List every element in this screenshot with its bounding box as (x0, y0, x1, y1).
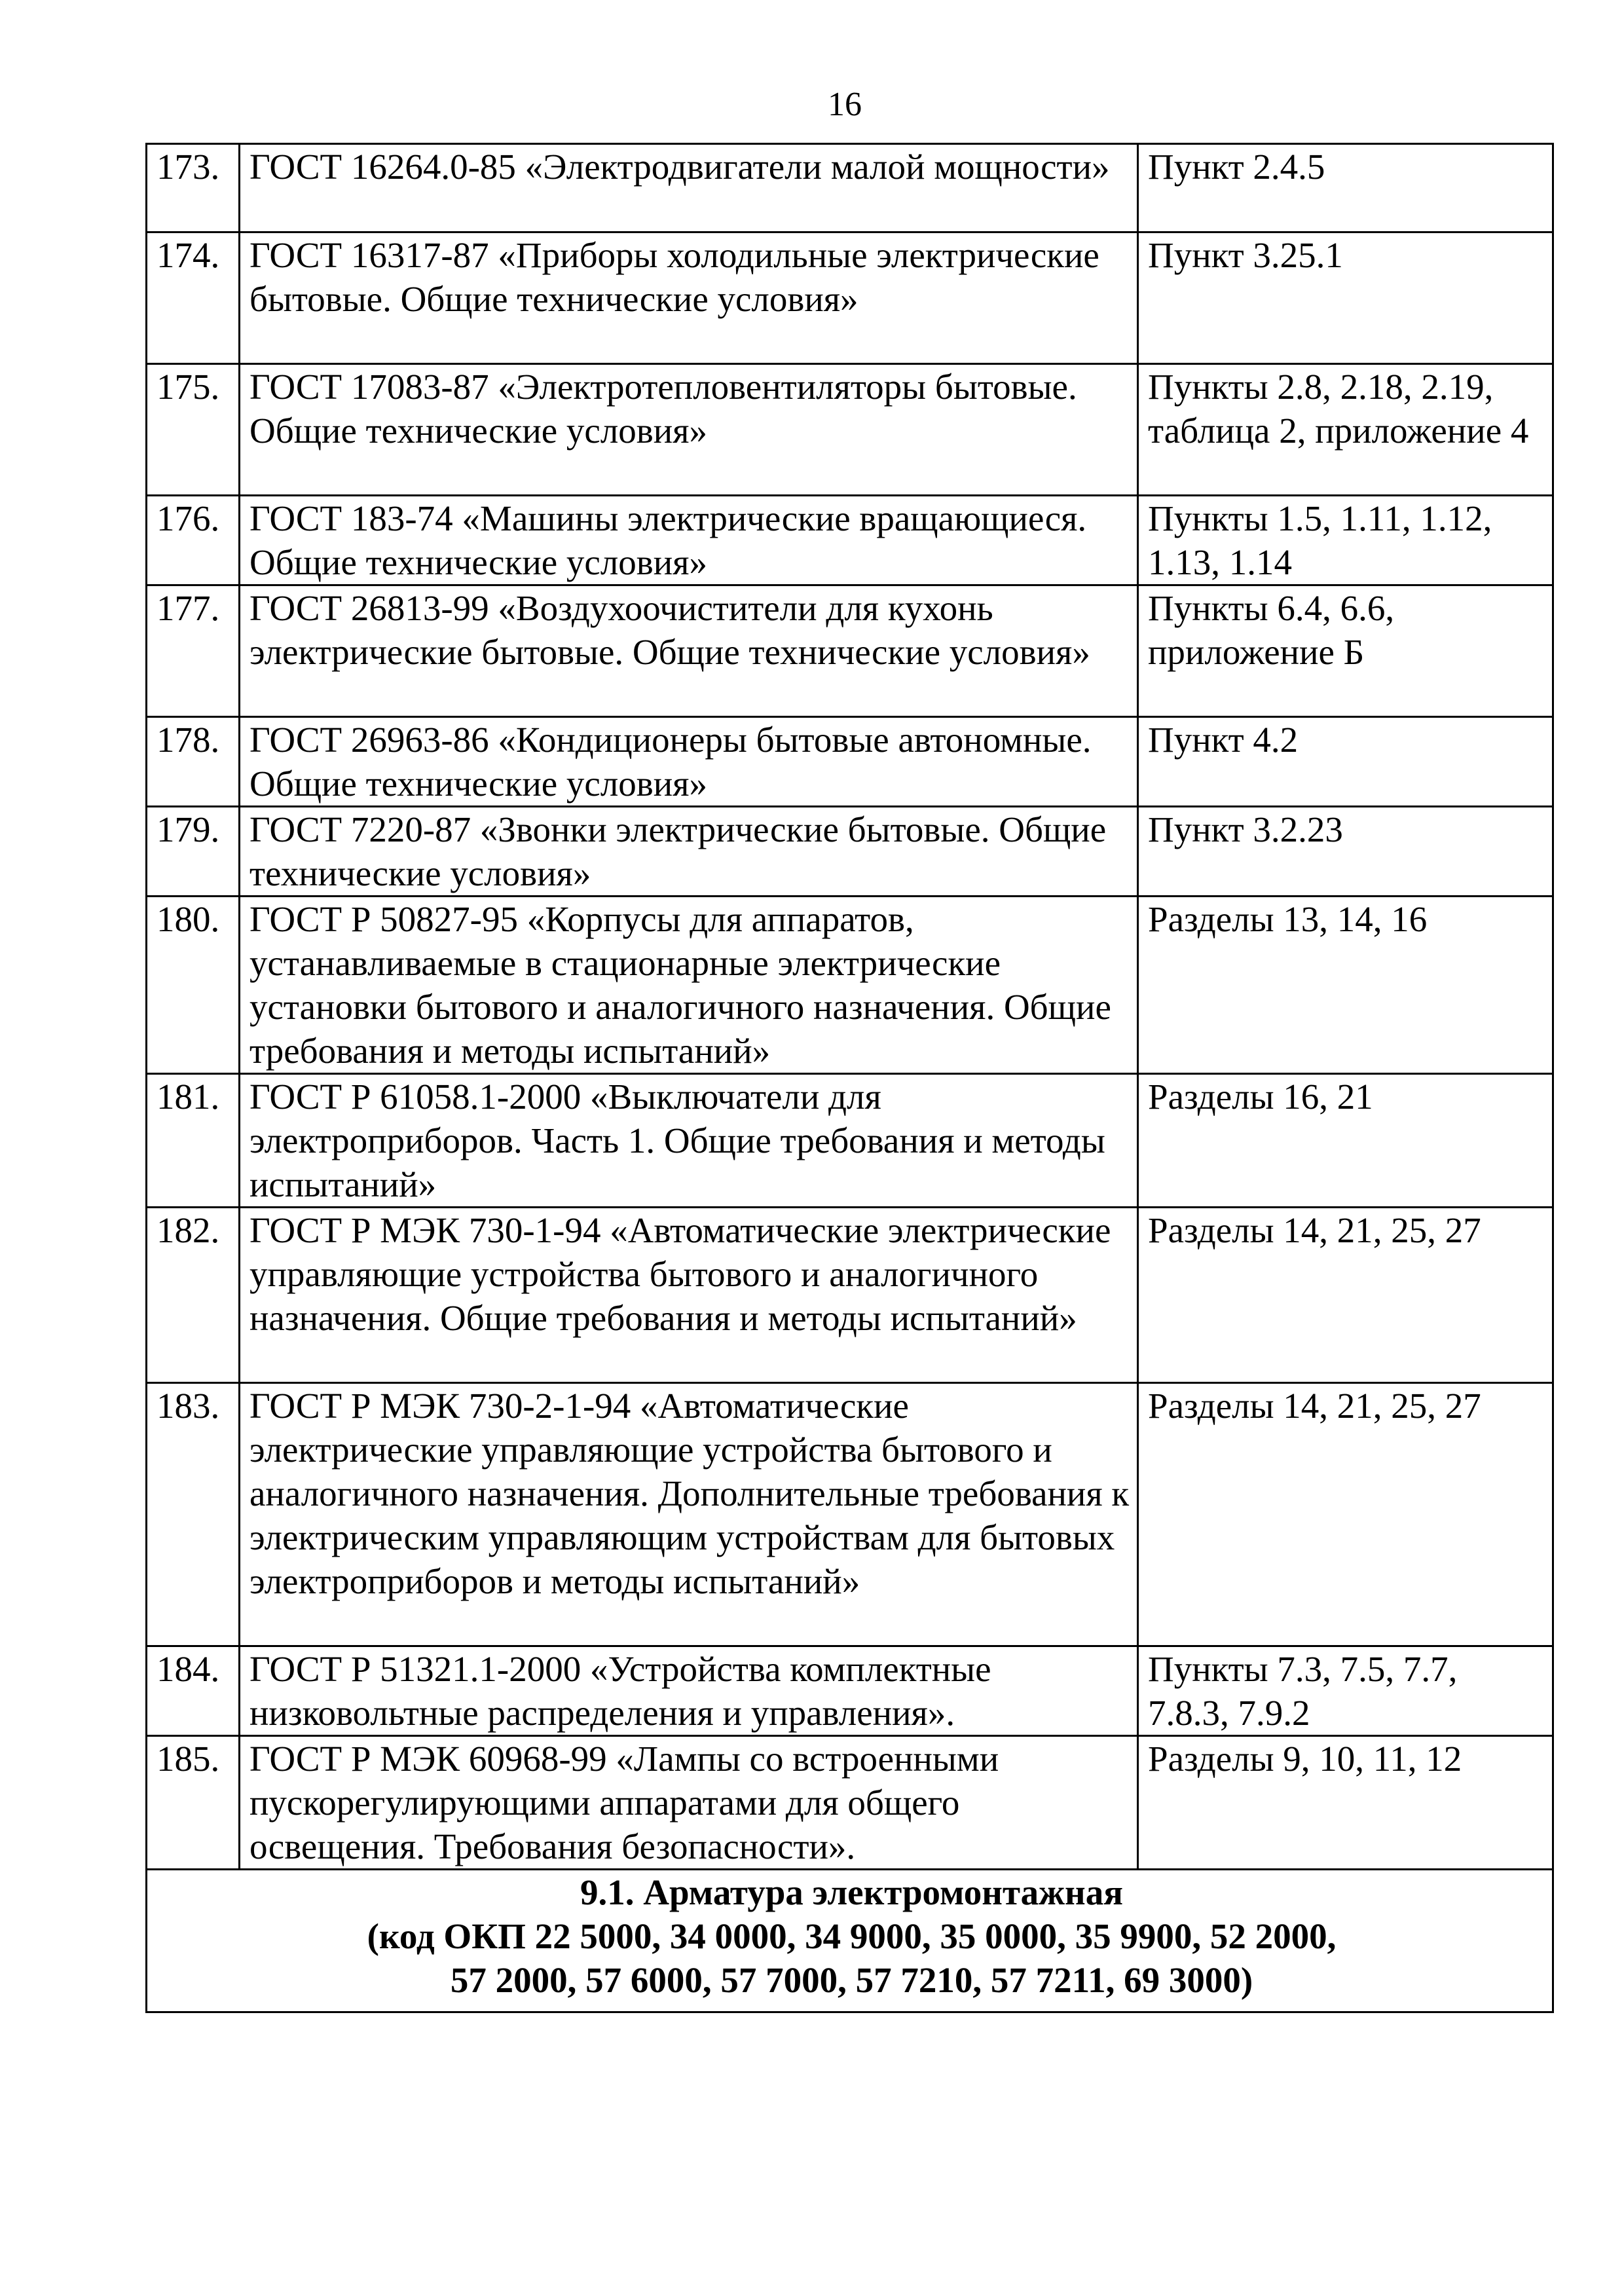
applicable-clauses: Разделы 16, 21 (1138, 1074, 1553, 1208)
row-number: 176. (147, 496, 240, 585)
applicable-clauses: Пункт 3.25.1 (1138, 232, 1553, 364)
applicable-clauses: Пункты 2.8, 2.18, 2.19, таблица 2, приложение 4 (1138, 364, 1553, 496)
table-row (147, 1646, 1553, 1736)
applicable-clauses: Пункты 6.4, 6.6, приложение Б (1138, 585, 1553, 717)
applicable-clauses: Разделы 9, 10, 11, 12 (1138, 1736, 1553, 1870)
applicable-clauses: Пункт 4.2 (1138, 717, 1553, 807)
applicable-clauses: Пункты 1.5, 1.11, 1.12, 1.13, 1.14 (1138, 496, 1553, 585)
table-row (147, 144, 1553, 232)
row-number: 173. (147, 144, 240, 232)
standard-title: ГОСТ Р МЭК 730-1-94 «Автоматические электрические управляющие устройства бытового и аналогичного назначения. Общие требования и методы испытаний» (240, 1208, 1138, 1383)
section-title: 9.1. Арматура электромонтажная (580, 1872, 1123, 1912)
row-number: 180. (147, 897, 240, 1074)
section-header-row (147, 1870, 1553, 2012)
row-number: 179. (147, 807, 240, 897)
applicable-clauses: Разделы 14, 21, 25, 27 (1138, 1208, 1553, 1383)
standard-title: ГОСТ 16317-87 «Приборы холодильные электрические бытовые. Общие технические условия» (240, 232, 1138, 364)
row-number: 177. (147, 585, 240, 717)
standard-title: ГОСТ 26963-86 «Кондиционеры бытовые автономные. Общие технические условия» (240, 717, 1138, 807)
standard-title: ГОСТ 26813-99 «Воздухоочистители для кухонь электрические бытовые. Общие технические условия» (240, 585, 1138, 717)
section-header (147, 1870, 1553, 2012)
standard-title: ГОСТ 17083-87 «Электротепловентиляторы бытовые. Общие технические условия» (240, 364, 1138, 496)
section-codes-line: 57 2000, 57 6000, 57 7000, 57 7210, 57 7211, 69 3000) (450, 1960, 1253, 2000)
table-row (147, 807, 1553, 897)
table-row (147, 897, 1553, 1074)
applicable-clauses: Разделы 14, 21, 25, 27 (1138, 1383, 1553, 1646)
table-row (147, 1383, 1553, 1646)
applicable-clauses: Пункт 2.4.5 (1138, 144, 1553, 232)
row-number: 184. (147, 1646, 240, 1736)
standard-title: ГОСТ Р МЭК 730-2-1-94 «Автоматические электрические управляющие устройства бытового и аналогичного назначения. Дополнительные требования к электрическим управляющим устройствам для бытовых электроприборов и методы испытаний» (240, 1383, 1138, 1646)
row-number: 183. (147, 1383, 240, 1646)
standard-title: ГОСТ 183-74 «Машины электрические вращающиеся. Общие технические условия» (240, 496, 1138, 585)
table-row (147, 1208, 1553, 1383)
table-row (147, 364, 1553, 496)
table-row (147, 717, 1553, 807)
row-number: 185. (147, 1736, 240, 1870)
standards-table (145, 143, 1554, 2013)
table-row (147, 232, 1553, 364)
standard-title: ГОСТ 16264.0-85 «Электродвигатели малой мощности» (240, 144, 1138, 232)
row-number: 175. (147, 364, 240, 496)
table-row (147, 585, 1553, 717)
standard-title: ГОСТ Р 51321.1-2000 «Устройства комплектные низковольтные распределения и управления». (240, 1646, 1138, 1736)
row-number: 181. (147, 1074, 240, 1208)
applicable-clauses: Пункты 7.3, 7.5, 7.7, 7.8.3, 7.9.2 (1138, 1646, 1553, 1736)
row-number: 182. (147, 1208, 240, 1383)
section-codes-line: (код ОКП 22 5000, 34 0000, 34 9000, 35 0000, 35 9900, 52 2000, (367, 1916, 1337, 1956)
table-row (147, 1074, 1553, 1208)
standard-title: ГОСТ Р 50827-95 «Корпусы для аппаратов, устанавливаемые в стационарные электрические установки бытового и аналогичного назначения. Общие требования и методы испытаний» (240, 897, 1138, 1074)
standard-title: ГОСТ 7220-87 «Звонки электрические бытовые. Общие технические условия» (240, 807, 1138, 897)
table-row (147, 496, 1553, 585)
page-number: 16 (828, 86, 862, 123)
row-number: 178. (147, 717, 240, 807)
applicable-clauses: Разделы 13, 14, 16 (1138, 897, 1553, 1074)
table-row (147, 1736, 1553, 1870)
standard-title: ГОСТ Р МЭК 60968-99 «Лампы со встроенными пускорегулирующими аппаратами для общего освещения. Требования безопасности». (240, 1736, 1138, 1870)
row-number: 174. (147, 232, 240, 364)
standard-title: ГОСТ Р 61058.1-2000 «Выключатели для электроприборов. Часть 1. Общие требования и методы испытаний» (240, 1074, 1138, 1208)
applicable-clauses: Пункт 3.2.23 (1138, 807, 1553, 897)
